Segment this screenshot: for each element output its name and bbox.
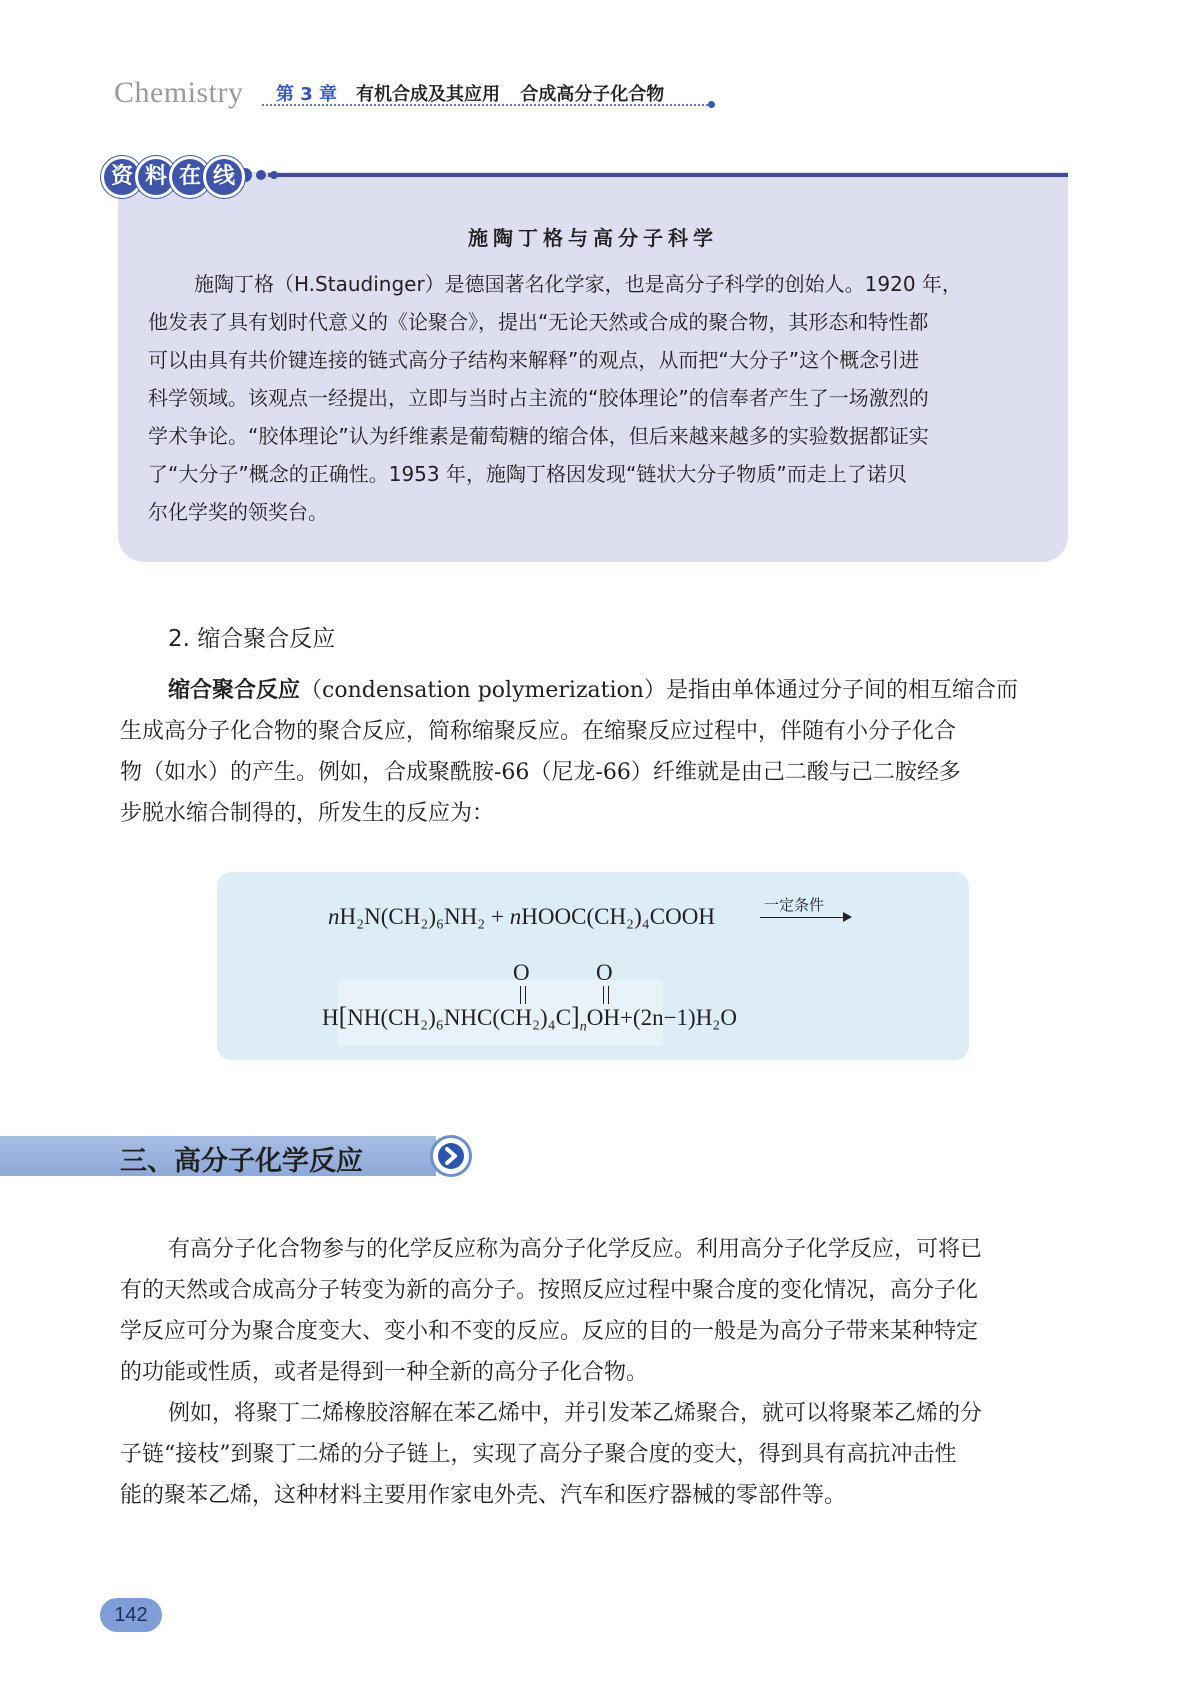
reactant-adipic-acid: HOOC(CH₂)₄COOH (521, 904, 715, 929)
arrow-right-icon (430, 1135, 472, 1177)
product-end-oh: OH (586, 1005, 620, 1030)
info-line: 学术争论。“胶体理论”认为纤维素是葡萄糖的缩合体，但后来越来越多的实验数据都证实 (148, 424, 929, 448)
section-3-line: 例如，将聚丁二烯橡胶溶解在苯乙烯中，并引发苯乙烯聚合，就可以将聚苯乙烯的分 (168, 1401, 983, 1426)
section-3-heading: 三、高分子化学反应 (120, 1146, 363, 1177)
carbonyl-oxygen: O (513, 960, 530, 985)
section-3-line: 有高分子化合物参与的化学反应称为高分子化学反应。利用高分子化学反应，可将已 (168, 1237, 983, 1262)
page-number: 142 (100, 1598, 162, 1632)
tag-char: 资 (101, 156, 143, 198)
chapter-number: 第 3 章 (276, 84, 338, 105)
reaction-condition: 一定条件 (764, 896, 825, 914)
reaction-arrow (760, 917, 848, 918)
section-2-line: 物（如水）的产生。例如，合成聚酰胺-66（尼龙-66）纤维就是由己二酸与己二胺经多 (120, 760, 961, 785)
book-title: Chemistry (114, 76, 244, 109)
nylon-repeat-unit: NH(CH₂)₆NHC(CH₂)₄C (347, 1005, 572, 1030)
plus-sign: + (491, 904, 505, 929)
info-sidebar-title: 施陶丁格与高分子科学 (468, 226, 718, 250)
section-2-line: 生成高分子化合物的聚合反应，简称缩聚反应。在缩聚反应过程中，伴随有小分子化合 (120, 719, 957, 744)
info-line: 科学领域。该观点一经提出，立即与当时占主流的“胶体理论”的信奉者产生了一场激烈的 (148, 386, 929, 410)
info-line: 尔化学奖的领奖台。 (148, 500, 328, 524)
bracket-close: ] (571, 1002, 580, 1031)
tag-char: 料 (135, 156, 177, 198)
info-line: 施陶丁格（H.Staudinger）是德国著名化学家，也是高分子科学的创始人。1920 年， (194, 272, 962, 296)
section-2-line (168, 673, 1018, 704)
section-3-line: 子链“接枝”到聚丁二烯的分子链上，实现了高分子聚合度的变大，得到具有高抗冲击性 (120, 1442, 957, 1467)
section-2-heading: 2. 缩合聚合反应 (168, 626, 336, 652)
product-end-h: H (322, 1005, 339, 1030)
bracket-open: [ (338, 1002, 348, 1031)
reactant-hexanediamine: H₂N(CH₂)₆NH₂ (339, 904, 486, 929)
section-3-line: 有的天然或合成高分子转变为新的高分子。按照反应过程中聚合度的变化情况，高分子化 (120, 1278, 979, 1303)
term-condensation-polymerization: 缩合聚合反应 (168, 678, 301, 703)
water-byproduct: +(2n−1)H₂O (619, 1005, 737, 1030)
tag-char: 线 (203, 156, 245, 198)
section-3-line: 学反应可分为聚合度变大、变小和不变的反应。反应的目的一般是为高分子带来某种特定 (120, 1319, 979, 1344)
degree-n: n (579, 1019, 587, 1035)
info-sidebar-rule (268, 173, 1068, 177)
info-line: 可以由具有共价键连接的链式高分子结构来解释”的观点，从而把“大分子”这个概念引进 (148, 348, 920, 372)
reaction-arrow-head (843, 912, 852, 922)
reaction-equation-line-2 (322, 1002, 737, 1036)
section-2-line: 步脱水缩合制得的，所发生的反应为： (120, 801, 495, 826)
reaction-equation-line-1 (328, 904, 715, 930)
section-3-line: 的功能或性质，或者是得到一种全新的高分子化合物。 (120, 1360, 649, 1385)
coefficient-n: n (509, 904, 522, 929)
info-line: 了“大分子”概念的正确性。1953 年，施陶丁格因发现“链状大分子物质”而走上了诺贝 (148, 462, 907, 486)
section-2-line-text: （condensation polymerization）是指由单体通过分子间的相互缩合而 (300, 678, 1018, 703)
tag-char: 在 (169, 156, 211, 198)
coefficient-n: n (328, 904, 340, 929)
chapter-title: 有机合成及其应用 合成高分子化合物 (356, 84, 665, 105)
header-rule-end-dot (708, 101, 715, 108)
info-line: 他发表了具有划时代意义的《论聚合》，提出“无论天然或合成的聚合物，其形态和特性都 (148, 310, 929, 334)
section-3-line: 能的聚苯乙烯，这种材料主要用作家电外壳、汽车和医疗器械的零部件等。 (120, 1483, 847, 1508)
carbonyl-oxygen: O (596, 960, 613, 985)
